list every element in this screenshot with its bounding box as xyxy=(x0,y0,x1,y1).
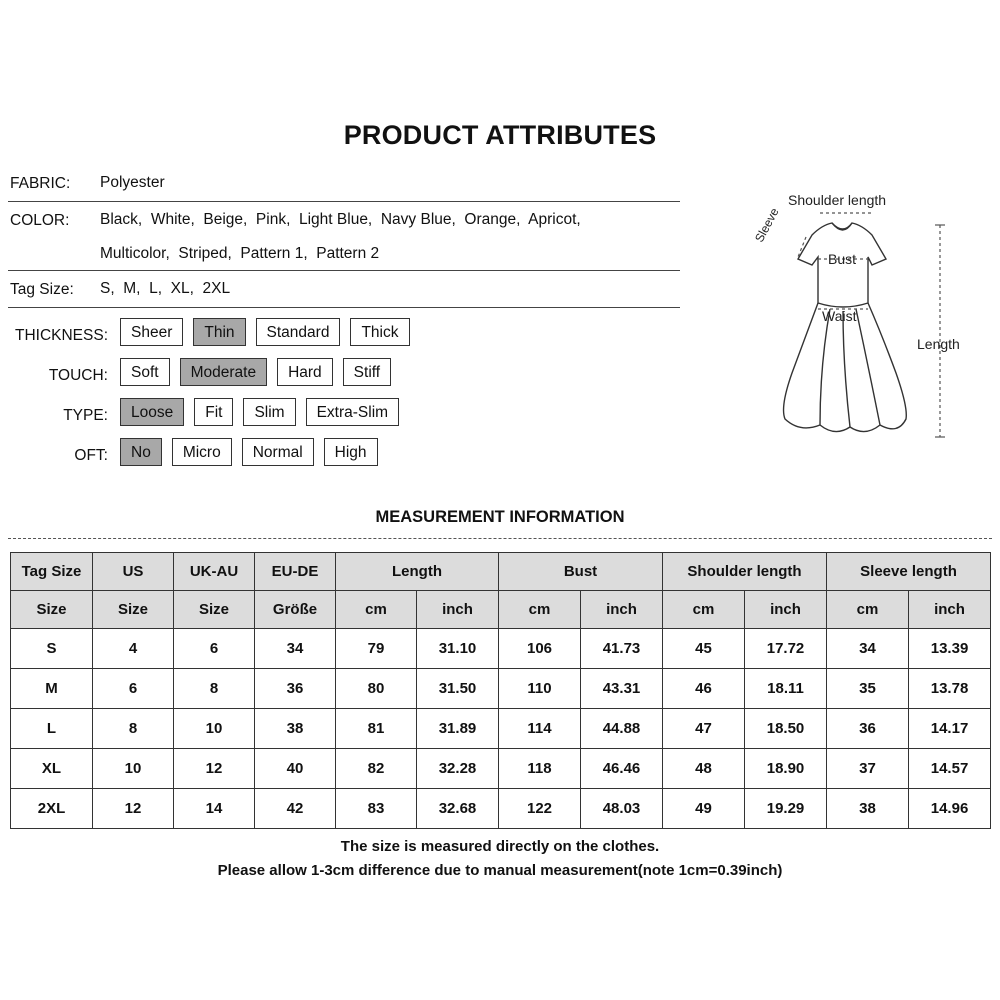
subheader-cell: inch xyxy=(417,591,499,629)
divider xyxy=(8,201,680,202)
table-cell: 18.11 xyxy=(745,669,827,709)
table-cell: 42 xyxy=(255,789,336,829)
table-row xyxy=(11,629,991,669)
table-cell: 40 xyxy=(255,749,336,789)
table-cell: 79 xyxy=(336,629,417,669)
touch-label: TOUCH: xyxy=(48,367,108,384)
header-cell: Sleeve length xyxy=(827,553,991,591)
table-cell: 14.57 xyxy=(909,749,991,789)
table-cell: 34 xyxy=(827,629,909,669)
table-cell: 6 xyxy=(93,669,174,709)
type-option-extra-slim: Extra-Slim xyxy=(306,398,399,426)
touch-option-stiff: Stiff xyxy=(343,358,391,386)
header-cell: Tag Size xyxy=(11,553,93,591)
header-cell: US xyxy=(93,553,174,591)
table-cell: 80 xyxy=(336,669,417,709)
thickness-options xyxy=(120,318,410,348)
oft-option-no: No xyxy=(120,438,162,466)
thickness-option-standard: Standard xyxy=(256,318,341,346)
table-cell: 10 xyxy=(93,749,174,789)
table-cell: 14 xyxy=(174,789,255,829)
table-cell: 47 xyxy=(663,709,745,749)
table-cell: 41.73 xyxy=(581,629,663,669)
color-label: COLOR: xyxy=(10,212,70,229)
type-options xyxy=(120,398,399,428)
header-cell: Bust xyxy=(499,553,663,591)
measurement-title: MEASUREMENT INFORMATION xyxy=(375,508,625,526)
table-cell: 8 xyxy=(93,709,174,749)
diagram-length-label: Length xyxy=(917,336,960,352)
thickness-label: THICKNESS: xyxy=(14,327,108,344)
table-cell: M xyxy=(11,669,93,709)
table-cell: 46.46 xyxy=(581,749,663,789)
table-cell: 43.31 xyxy=(581,669,663,709)
table-cell: 13.78 xyxy=(909,669,991,709)
table-cell: 10 xyxy=(174,709,255,749)
tag-size-label: Tag Size: xyxy=(10,281,74,298)
subheader-cell: Size xyxy=(93,591,174,629)
measurement-table xyxy=(10,552,991,829)
oft-option-micro: Micro xyxy=(172,438,232,466)
table-cell: 6 xyxy=(174,629,255,669)
diagram-shoulder-label: Shoulder length xyxy=(788,192,887,208)
table-cell: S xyxy=(11,629,93,669)
oft-option-high: High xyxy=(324,438,378,466)
table-cell: 18.90 xyxy=(745,749,827,789)
header-cell: UK-AU xyxy=(174,553,255,591)
dress-diagram xyxy=(740,185,980,450)
table-cell: 81 xyxy=(336,709,417,749)
table-cell: 32.28 xyxy=(417,749,499,789)
table-cell: 36 xyxy=(255,669,336,709)
subheader-cell: cm xyxy=(336,591,417,629)
table-cell: 13.39 xyxy=(909,629,991,669)
table-cell: 106 xyxy=(499,629,581,669)
touch-option-moderate: Moderate xyxy=(180,358,267,386)
table-cell: 48 xyxy=(663,749,745,789)
table-cell: 49 xyxy=(663,789,745,829)
table-cell: 36 xyxy=(827,709,909,749)
color-value-line2: Multicolor, Striped, Pattern 1, Pattern 2 xyxy=(100,245,380,262)
table-cell: 48.03 xyxy=(581,789,663,829)
table-cell: 8 xyxy=(174,669,255,709)
subheader-cell: cm xyxy=(663,591,745,629)
table-cell: 14.17 xyxy=(909,709,991,749)
note-line-2: Please allow 1-3cm difference due to manual measurement(note 1cm=0.39inch) xyxy=(217,862,783,879)
table-cell: 34 xyxy=(255,629,336,669)
diagram-waist-label: Waist xyxy=(822,308,857,324)
table-row xyxy=(11,709,991,749)
table-subheader-row xyxy=(11,591,991,629)
type-option-loose: Loose xyxy=(120,398,184,426)
table-cell: 82 xyxy=(336,749,417,789)
touch-option-hard: Hard xyxy=(277,358,333,386)
thickness-option-thin: Thin xyxy=(193,318,245,346)
dashed-divider xyxy=(8,538,992,539)
diagram-bust-label: Bust xyxy=(828,251,857,267)
table-cell: 118 xyxy=(499,749,581,789)
table-row xyxy=(11,669,991,709)
diagram-sleeve-label: Sleeve xyxy=(752,205,782,245)
table-header-row xyxy=(11,553,991,591)
divider xyxy=(8,270,680,271)
table-body xyxy=(11,629,991,829)
table-cell: 110 xyxy=(499,669,581,709)
subheader-cell: inch xyxy=(581,591,663,629)
table-cell: 38 xyxy=(255,709,336,749)
table-cell: XL xyxy=(11,749,93,789)
table-cell: 38 xyxy=(827,789,909,829)
type-option-fit: Fit xyxy=(194,398,233,426)
table-row xyxy=(11,749,991,789)
table-cell: 2XL xyxy=(11,789,93,829)
table-cell: 18.50 xyxy=(745,709,827,749)
tag-size-value: S, M, L, XL, 2XL xyxy=(100,280,231,297)
color-value-line1: Black, White, Beige, Pink, Light Blue, Navy Blue, Orange, Apricot, xyxy=(100,211,581,228)
header-cell: Length xyxy=(336,553,499,591)
subheader-cell: inch xyxy=(909,591,991,629)
fabric-value: Polyester xyxy=(100,174,165,191)
table-cell: 45 xyxy=(663,629,745,669)
thickness-option-sheer: Sheer xyxy=(120,318,183,346)
type-option-slim: Slim xyxy=(243,398,295,426)
subheader-cell: inch xyxy=(745,591,827,629)
subheader-cell: Größe xyxy=(255,591,336,629)
thickness-option-thick: Thick xyxy=(350,318,409,346)
header-cell: Shoulder length xyxy=(663,553,827,591)
table-cell: 14.96 xyxy=(909,789,991,829)
table-cell: 31.89 xyxy=(417,709,499,749)
note-line-1: The size is measured directly on the clothes. xyxy=(340,838,660,855)
divider xyxy=(8,307,680,308)
table-cell: 44.88 xyxy=(581,709,663,749)
table-cell: 12 xyxy=(174,749,255,789)
table-cell: 83 xyxy=(336,789,417,829)
touch-option-soft: Soft xyxy=(120,358,170,386)
oft-option-normal: Normal xyxy=(242,438,314,466)
table-cell: 19.29 xyxy=(745,789,827,829)
table-cell: 32.68 xyxy=(417,789,499,829)
table-cell: 31.10 xyxy=(417,629,499,669)
table-row xyxy=(11,789,991,829)
fabric-label: FABRIC: xyxy=(10,175,71,192)
table-cell: 122 xyxy=(499,789,581,829)
touch-options xyxy=(120,358,391,388)
subheader-cell: cm xyxy=(827,591,909,629)
header-cell: EU-DE xyxy=(255,553,336,591)
type-label: TYPE: xyxy=(63,407,108,424)
table-cell: 4 xyxy=(93,629,174,669)
table-cell: 37 xyxy=(827,749,909,789)
subheader-cell: Size xyxy=(174,591,255,629)
table-cell: 31.50 xyxy=(417,669,499,709)
table-cell: 114 xyxy=(499,709,581,749)
table-cell: 17.72 xyxy=(745,629,827,669)
subheader-cell: cm xyxy=(499,591,581,629)
table-cell: 35 xyxy=(827,669,909,709)
oft-label: OFT: xyxy=(74,447,108,464)
table-cell: 12 xyxy=(93,789,174,829)
table-cell: 46 xyxy=(663,669,745,709)
table-cell: L xyxy=(11,709,93,749)
oft-options xyxy=(120,438,378,468)
page-title: PRODUCT ATTRIBUTES xyxy=(343,120,657,150)
subheader-cell: Size xyxy=(11,591,93,629)
